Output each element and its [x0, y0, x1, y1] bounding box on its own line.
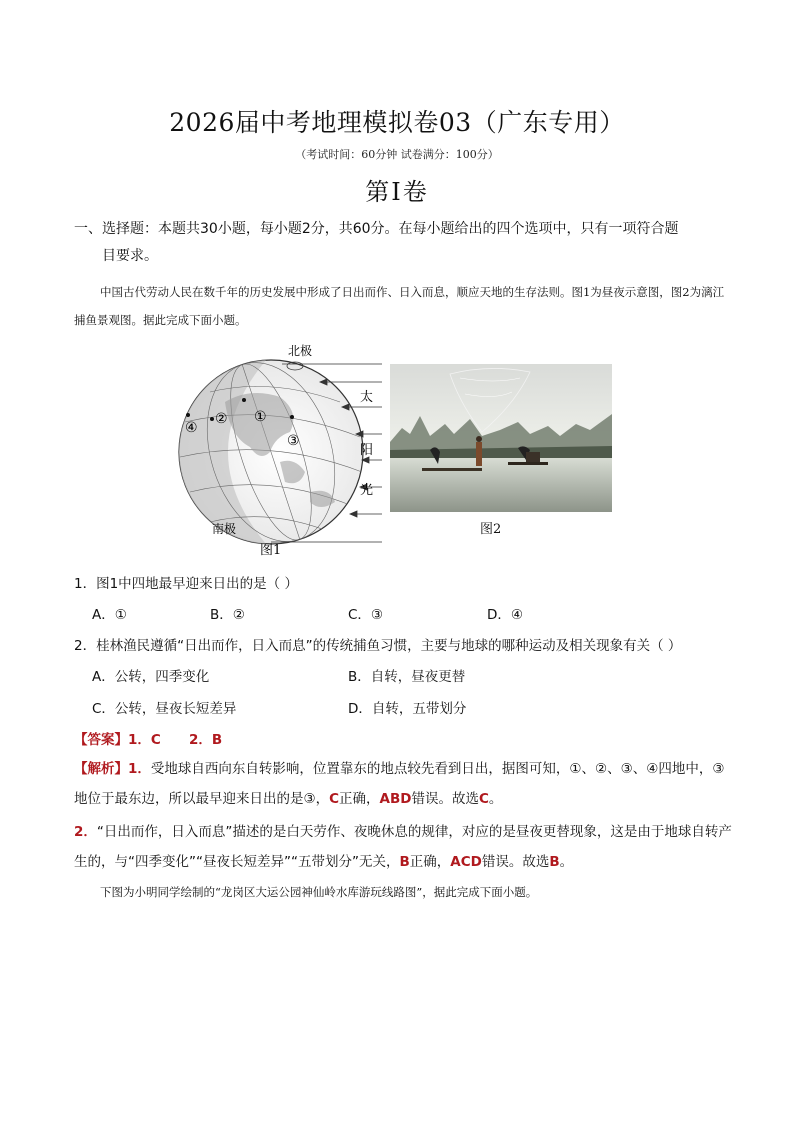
analysis-1-text-a: 受地球自西向东自转影响，位置靠东的地点较先看到日出，据图可知，①、②、③、④四地中，③地位于最东边，所以最早迎来日出的是③，: [74, 761, 725, 807]
volume-heading: 第Ⅰ卷: [365, 178, 429, 206]
analysis-2-text-g: 。: [559, 854, 574, 870]
sun-char-1: 太: [360, 390, 374, 405]
analysis-paragraph-2: [74, 817, 734, 877]
analysis-paragraph-1: [74, 754, 734, 814]
question-1-stem: 1．图1中四地最早迎来日出的是（ ）: [74, 576, 298, 592]
intro-paragraph: 中国古代劳动人民在数千年的历史发展中形成了日出而作、日入而息，顺应天地的生存法则。图1为昼夜示意图，图2为漓江捕鱼景观图。据此完成下面小题。: [74, 285, 725, 327]
answer-line: [74, 728, 222, 748]
analysis-2-text-e: 错误。故选: [481, 854, 550, 870]
point-4-label: ④: [185, 420, 198, 436]
analysis-1-text-e: 错误。故选: [411, 791, 479, 807]
question-1-option-b: B．②: [210, 607, 245, 623]
answer-text: 1．C 2．B: [128, 732, 223, 748]
analysis-1-text-c: 正确，: [339, 791, 380, 807]
figure-1-caption: 图1: [260, 543, 282, 557]
analysis-2-num: 2．: [74, 824, 97, 840]
figure-2-caption: 图2: [480, 522, 502, 537]
analysis-1-text-f: C: [478, 791, 489, 807]
section-instructions: [74, 216, 734, 270]
outro-paragraph: 下图为小明同学绘制的“龙岗区大运公园神仙岭水库游玩线路图”，据此完成下面小题。: [100, 885, 538, 899]
question-2-option-b: B．自转，昼夜更替: [348, 669, 466, 685]
exam-subtitle: （考试时间：60分钟 试卷满分：100分）: [295, 148, 499, 161]
section-line-1: 一、选择题：本题共30小题，每小题2分，共60分。在每小题给出的四个选项中，只有一项符合题: [74, 221, 679, 237]
question-2-option-c: C．公转，昼夜长短差异: [92, 701, 237, 717]
question-1-option-d: D．④: [487, 607, 523, 623]
sun-char-3: 光: [360, 483, 374, 498]
analysis-1-num: 1．: [128, 761, 151, 777]
north-pole-label: 北极: [288, 344, 313, 358]
figure-area: [170, 342, 620, 557]
answer-label: 【答案】: [74, 732, 128, 748]
question-2-option-d: D．自转，五带划分: [348, 701, 467, 717]
question-2-stem: 2．桂林渔民遵循“日出而作，日入而息”的传统捕鱼习惯，主要与地球的哪种运动及相关现象有关（ ）: [74, 638, 682, 654]
analysis-label: 【解析】: [74, 761, 128, 777]
analysis-2-text-d: ACD: [450, 854, 482, 870]
analysis-2-text-c: 正确，: [409, 854, 451, 870]
question-1-option-c: C．③: [348, 607, 384, 623]
section-line-2: 目要求。: [102, 248, 158, 264]
analysis-2-text-b: B: [399, 854, 410, 870]
sun-char-2: 阳: [360, 443, 374, 458]
point-2-label: ②: [215, 411, 228, 427]
exam-title: 2026届中考地理模拟卷03（广东专用）: [169, 108, 625, 137]
analysis-2-text-a: “日出而作，日入而息”描述的是白天劳作、夜晚休息的规律，对应的是昼夜更替现象，这是由于地球自转产生的，与“四季变化”“昼夜长短差异”“五带划分”无关，: [74, 824, 732, 870]
point-3-label: ③: [287, 433, 300, 449]
south-pole-label: 南极: [212, 522, 237, 536]
analysis-1-text-g: 。: [488, 791, 503, 807]
question-2-option-a: A．公转，四季变化: [92, 669, 210, 685]
figure-2-photo: [390, 364, 612, 512]
point-1-label: ①: [254, 409, 267, 425]
analysis-1-text-d: ABD: [379, 791, 412, 807]
analysis-2-text-f: B: [549, 854, 560, 870]
analysis-1-text-b: C: [329, 791, 340, 807]
question-1-option-a: A．①: [92, 607, 127, 623]
